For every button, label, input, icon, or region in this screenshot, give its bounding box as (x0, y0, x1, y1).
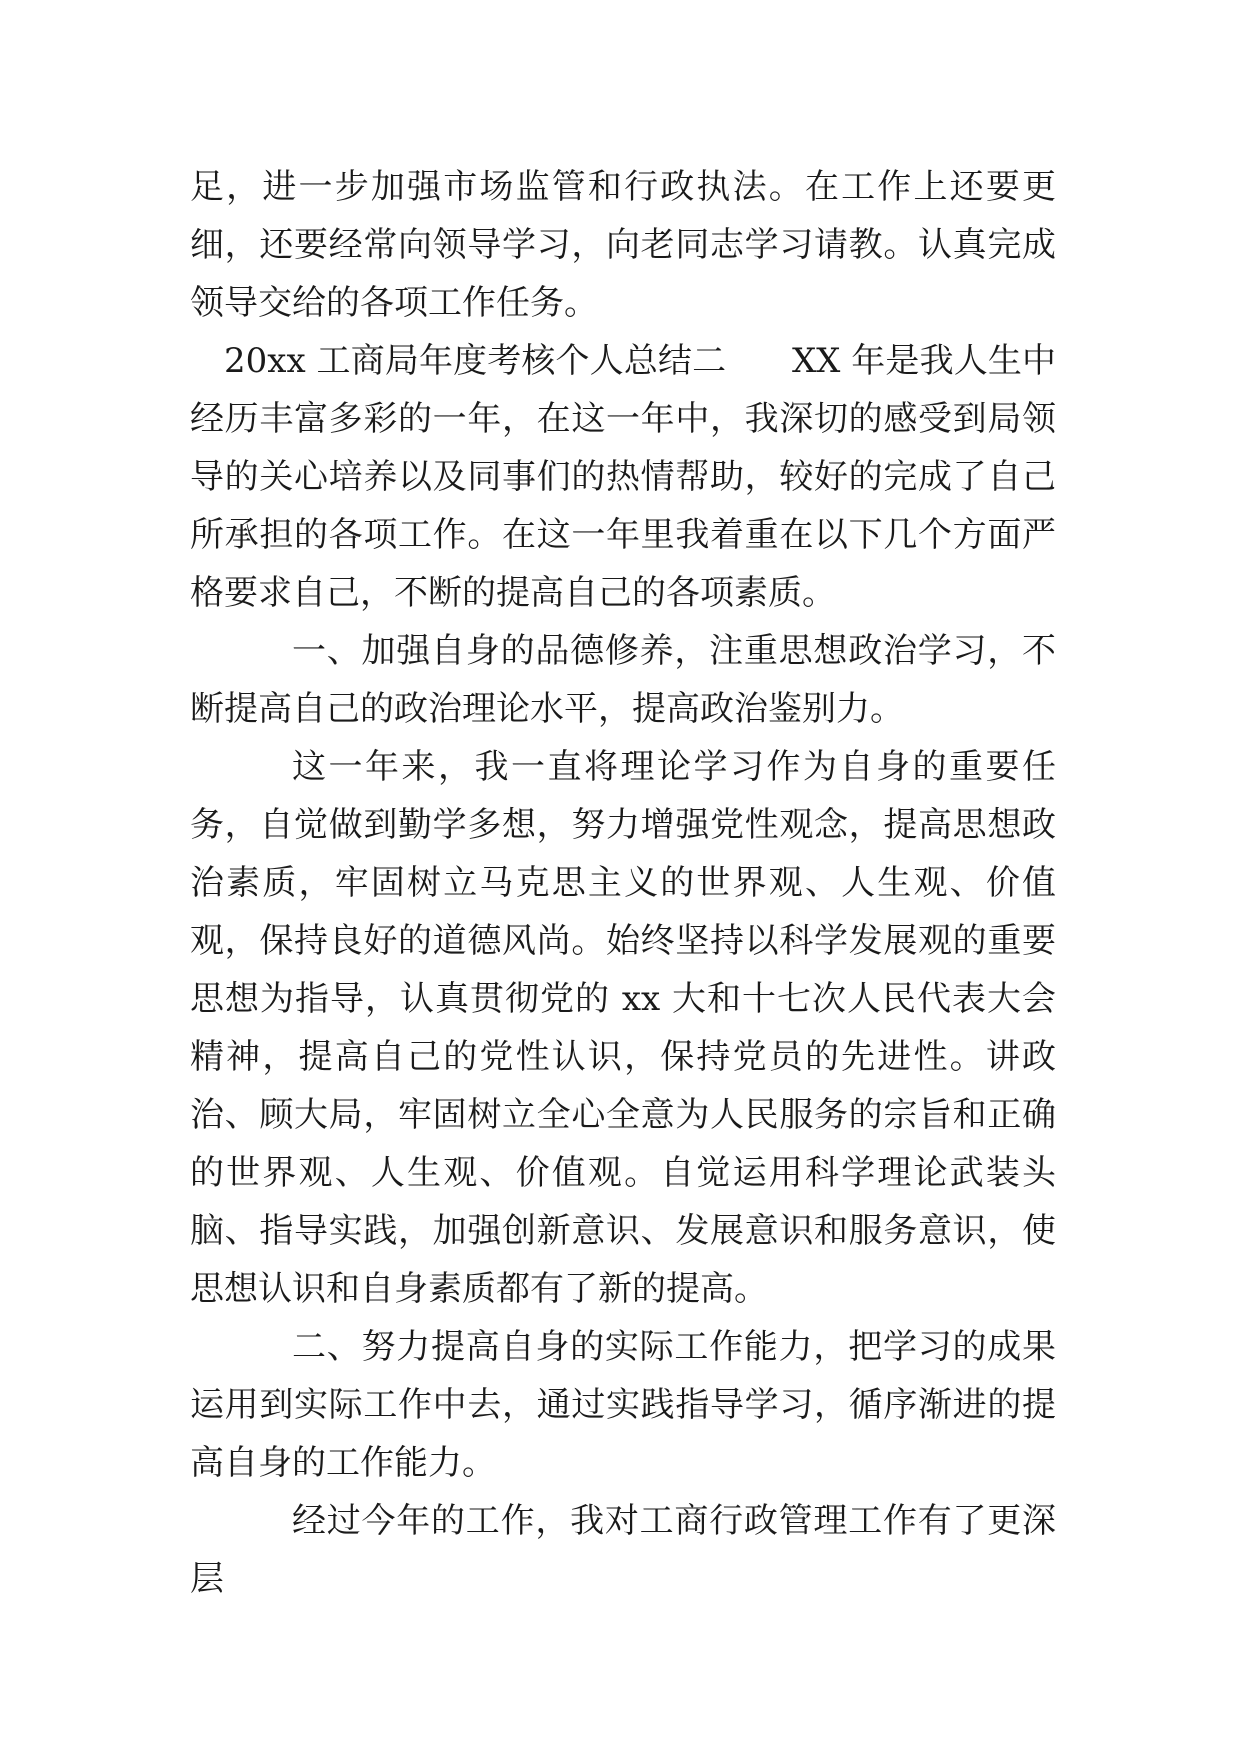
section-intro: XX 年是我人生中经历丰富多彩的一年，在这一年中，我深切的感受到局领导的关心培养以及同事们的热情帮助，较好的完成了自己所承担的各项工作。在这一年里我着重在以下几个方面严格要求自己，不断的提高自己的各项素质。 (190, 341, 1056, 613)
section-heading: 20xx 工商局年度考核个人总结二 (224, 341, 727, 381)
heading-gap (726, 341, 792, 381)
paragraph-point-one: 一、加强自身的品德修养，注重思想政治学习，不断提高自己的政治理论水平，提高政治鉴别力。 (190, 631, 1056, 729)
paragraph-work-experience: 经过今年的工作，我对工商行政管理工作有了更深层 (190, 1501, 1056, 1599)
paragraph-theory-study: 这一年来，我一直将理论学习作为自身的重要任务，自觉做到勤学多想，努力增强党性观念，提高思想政治素质，牢固树立马克思主义的世界观、人生观、价值观，保持良好的道德风尚。始终坚持以科学发展观的重要思想为指导，认真贯彻党的 xx 大和十七次人民代表大会精神，提高自己的党性认识，保持党员的先进性。讲政治、顾大局，牢固树立全心全意为人民服务的宗旨和正确的世界观、人生观、价值观。自觉运用科学理论武装头脑、指导实践，加强创新意识、发展意识和服务意识，使思想认识和自身素质都有了新的提高。 (190, 747, 1056, 1309)
paragraph-section-two (190, 332, 1056, 622)
paragraph-continuation: 足，进一步加强市场监管和行政执法。在工作上还要更细，还要经常向领导学习，向老同志学习请教。认真完成领导交给的各项工作任务。 (190, 167, 1056, 323)
paragraph-point-two: 二、努力提高自身的实际工作能力，把学习的成果运用到实际工作中去，通过实践指导学习，循序渐进的提高自身的工作能力。 (190, 1327, 1056, 1483)
document-body (190, 158, 1056, 1608)
